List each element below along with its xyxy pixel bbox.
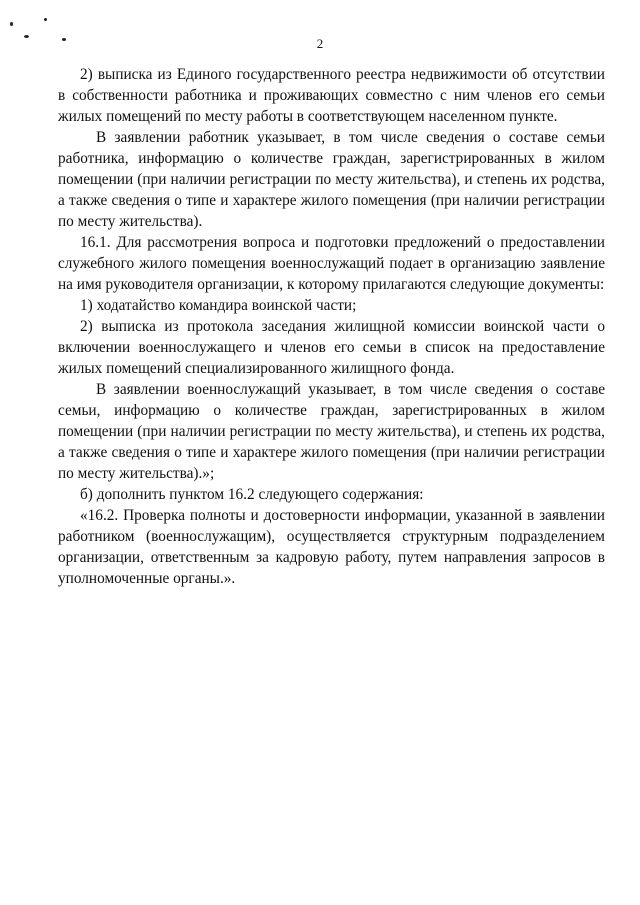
paragraph-serviceman-statement: В заявлении военнослужащий указывает, в том числе сведения о составе семьи, информацию о количестве граждан, зарегистрированных в жилом помещении (при наличии регистрации по месту жительства), и степень их родства, а также сведения о типе и характере жилого помещения (при наличии регистрации по месту жительства).»; — [58, 381, 605, 482]
paragraph-16-1: 16.1. Для рассмотрения вопроса и подготовки предложений о предоставлении служебного жилого помещения военнослужащий подает в организацию заявление на имя руководителя организации, к которому прилагаются следующие документы: — [58, 234, 605, 293]
scan-speck — [44, 18, 47, 21]
paragraph-16-2: «16.2. Проверка полноты и достоверности информации, указанной в заявлении работником (военнослужащим), осуществляется структурным подразделением организации, ответственным за кадровую работу, путем направления запросов в уполномоченные органы.». — [58, 507, 605, 587]
paragraph-extract-registry: 2) выписка из Единого государственного реестра недвижимости об отсутствии в собственности работника и проживающих совместно с ним членов его семьи жилых помещений по месту работы в соответствующем населенном пункте. — [58, 66, 605, 125]
document-body — [58, 64, 605, 589]
scan-speck — [10, 22, 13, 26]
paragraph-add-16-2: б) дополнить пунктом 16.2 следующего содержания: — [80, 486, 424, 503]
paragraph-petition: 1) ходатайство командира воинской части; — [80, 297, 357, 314]
paragraph-protocol-extract: 2) выписка из протокола заседания жилищной комиссии воинской части о включении военнослужащего и членов его семьи в список на предоставление жилых помещений специализированного жилищного фонда. — [58, 318, 605, 377]
paragraph-employee-statement: В заявлении работник указывает, в том числе сведения о составе семьи работника, информацию о количестве граждан, зарегистрированных в жилом помещении (при наличии регистрации по месту жительства), и степень их родства, а также сведения о типе и характере жилого помещения (при наличии регистрации по месту жительства). — [58, 129, 605, 230]
page-number: 2 — [316, 36, 324, 51]
